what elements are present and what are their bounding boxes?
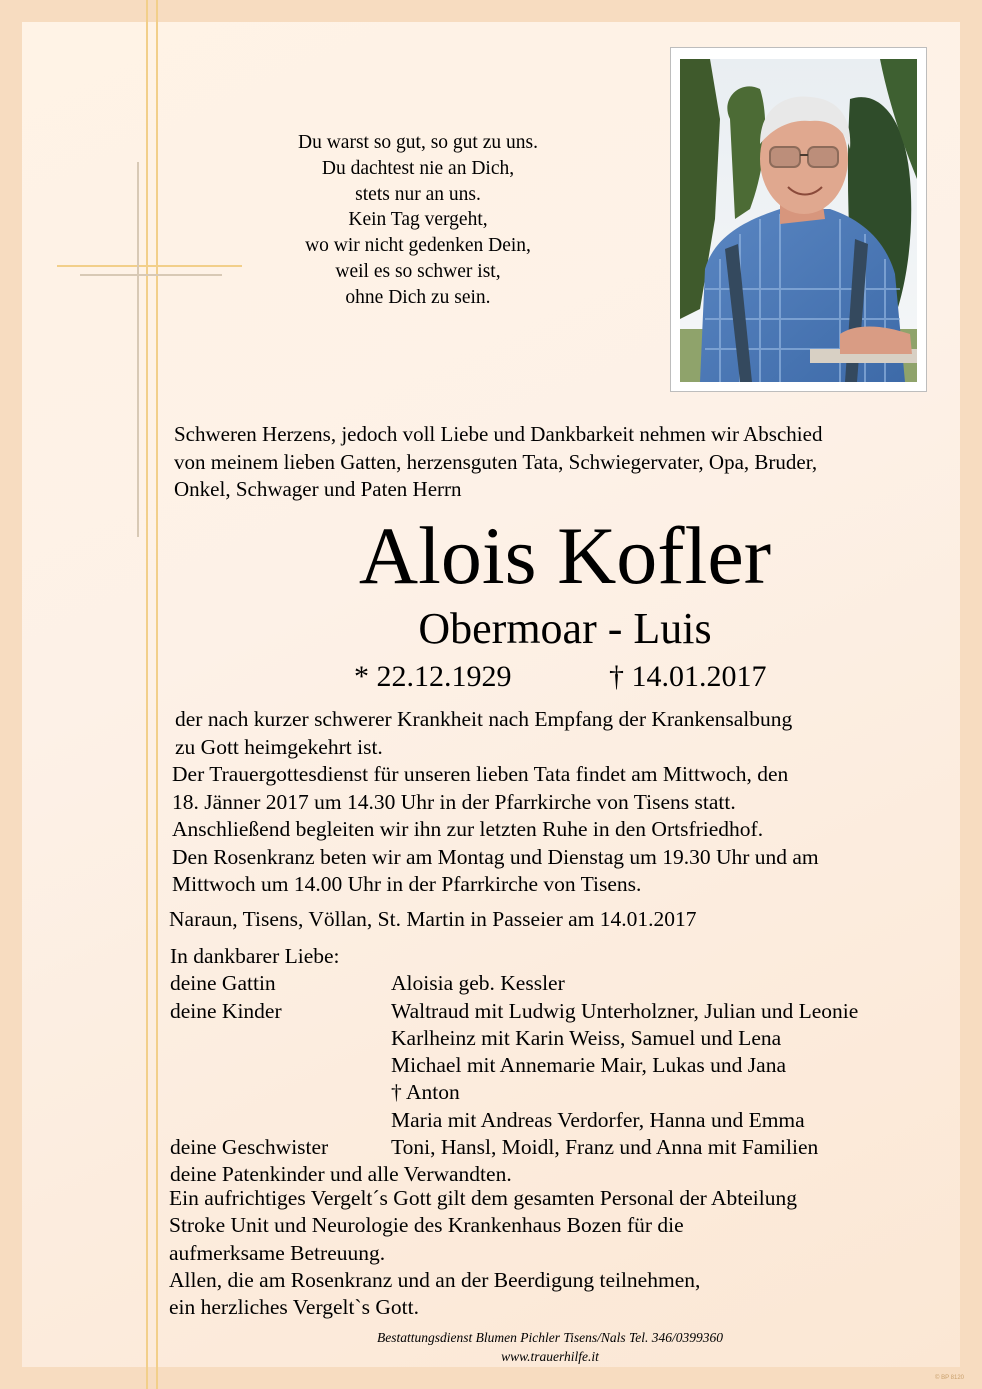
poem-line: Du warst so gut, so gut zu uns. xyxy=(298,132,538,153)
closing-line: aufmerksame Betreuung. xyxy=(169,1240,386,1265)
family-names: Michael mit Annemarie Mair, Lukas und Jana xyxy=(391,1053,786,1078)
intro-line: Schweren Herzens, jedoch voll Liebe und Dankbarkeit nehmen wir Abschied xyxy=(174,422,823,446)
poem-line: wo wir nicht gedenken Dein, xyxy=(305,235,531,257)
website-footer: www.trauerhilfe.it xyxy=(501,1349,599,1364)
poem-line: Kein Tag vergeht, xyxy=(348,209,488,231)
family-relation xyxy=(170,1025,391,1052)
body-line: Den Rosenkranz beten wir am Montag und Dienstag um 19.30 Uhr und am xyxy=(172,844,819,869)
closing-line: Allen, die am Rosenkranz und an der Beerdigung teilnehmen, xyxy=(169,1267,701,1292)
family-row xyxy=(170,1107,950,1134)
family-row xyxy=(170,1079,950,1106)
body-line: Anschließend begleiten wir ihn zur letzten Ruhe in den Ortsfriedhof. xyxy=(172,817,764,841)
family-relation xyxy=(170,1052,391,1079)
family-relation: deine Kinder xyxy=(170,998,282,1023)
intro-line: Onkel, Schwager und Paten Herrn xyxy=(174,477,462,501)
intro-text xyxy=(174,421,934,504)
family-relation: deine Geschwister xyxy=(170,1135,329,1160)
portrait-photo xyxy=(680,59,917,382)
poem-line: Du dachtest nie an Dich, xyxy=(321,157,515,179)
portrait-frame xyxy=(670,47,927,392)
announcement-text xyxy=(172,706,942,899)
family-relation: deine Gattin xyxy=(170,971,276,996)
gold-vertical-line-2 xyxy=(156,0,158,1389)
portrait-image xyxy=(680,59,917,382)
family-names: Waltraud mit Ludwig Unterholzner, Julian und Leonie xyxy=(391,998,859,1023)
deceased-nickname: Obermoar - Luis xyxy=(418,604,712,653)
family-row xyxy=(170,1025,950,1052)
family-relation xyxy=(170,1079,391,1106)
place-and-date: Naraun, Tisens, Völlan, St. Martin in Passeier am 14.01.2017 xyxy=(169,907,697,931)
family-row xyxy=(170,1052,950,1079)
poem xyxy=(248,130,588,311)
closing-line: Stroke Unit und Neurologie des Krankenhaus Bozen für die xyxy=(169,1213,684,1238)
birth-date: * 22.12.1929 xyxy=(354,660,512,693)
poem-line: ohne Dich zu sein. xyxy=(345,286,491,308)
intro-line: von meinem lieben Gatten, herzensguten Tata, Schwiegervater, Opa, Bruder, xyxy=(174,449,818,474)
family-names: Aloisia geb. Kessler xyxy=(391,971,565,996)
closing-line: ein herzliches Vergelt`s Gott. xyxy=(169,1295,419,1320)
family-others: deine Patenkinder und alle Verwandten. xyxy=(170,1162,512,1187)
family-names: Toni, Hansl, Moidl, Franz und Anna mit Familien xyxy=(391,1135,819,1160)
family-row xyxy=(170,1134,950,1161)
family-relation xyxy=(170,1107,391,1134)
poem-line: weil es so schwer ist, xyxy=(335,260,501,282)
cross-icon-horizontal xyxy=(80,274,222,276)
closing-line: Ein aufrichtiges Vergelt´s Gott gilt dem gesamten Personal der Abteilung xyxy=(169,1186,797,1210)
body-line: zu Gott heimgekehrt ist. xyxy=(175,734,383,759)
family-list xyxy=(170,943,950,1189)
family-row xyxy=(170,998,950,1025)
family-heading: In dankbarer Liebe: xyxy=(170,944,340,968)
body-line: Der Trauergottesdienst für unseren lieben Tata findet am Mittwoch, den xyxy=(172,762,789,786)
death-date: † 14.01.2017 xyxy=(609,660,767,693)
gold-horizontal-line xyxy=(57,265,242,267)
closing-text xyxy=(169,1185,949,1321)
gold-vertical-line-1 xyxy=(146,0,148,1389)
poem-line: stets nur an uns. xyxy=(355,183,481,205)
body-line: 18. Jänner 2017 um 14.30 Uhr in der Pfarrkirche von Tisens statt. xyxy=(172,789,736,814)
body-line: Mittwoch um 14.00 Uhr in der Pfarrkirche von Tisens. xyxy=(172,872,642,896)
deceased-name: Alois Kofler xyxy=(358,510,772,601)
family-names: Maria mit Andreas Verdorfer, Hanna und Emma xyxy=(391,1107,805,1132)
design-code: © BP 8120 xyxy=(935,1375,964,1381)
body-line: der nach kurzer schwerer Krankheit nach Empfang der Krankensalbung xyxy=(175,707,793,731)
funeral-service-footer: Bestattungsdienst Blumen Pichler Tisens/Nals Tel. 346/0399360 xyxy=(376,1330,723,1345)
family-names: † Anton xyxy=(391,1080,460,1105)
cross-icon-vertical xyxy=(137,162,139,537)
family-row xyxy=(170,970,950,997)
family-names: Karlheinz mit Karin Weiss, Samuel und Lena xyxy=(391,1025,782,1050)
